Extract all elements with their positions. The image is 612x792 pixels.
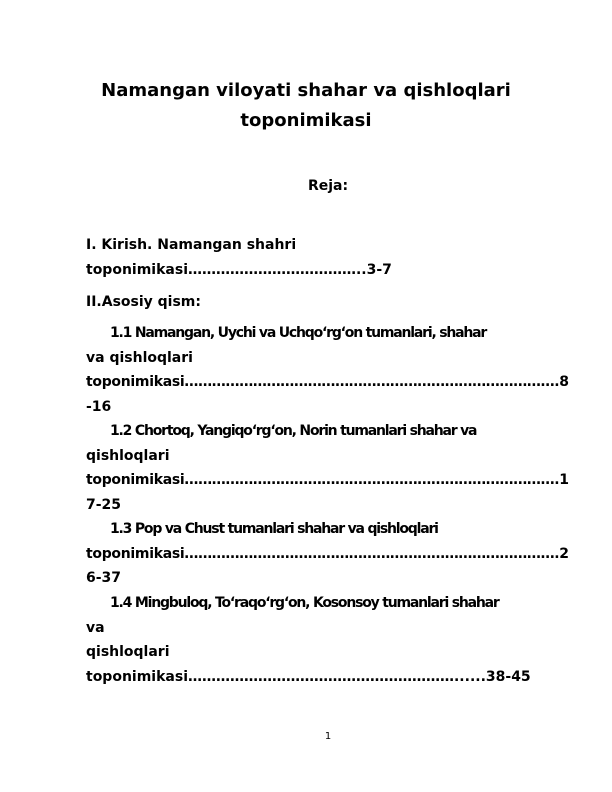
toc-entry-1-2 (86, 419, 568, 517)
toc-entry-1-4 (86, 591, 568, 689)
toc-line: 6-37 (86, 570, 122, 586)
toc-line: toponimikasi…………………………………………………......38-45 (86, 668, 531, 685)
toc-line: va qishloqlari (86, 349, 193, 366)
toc-line: toponimikasi……………………………………………………………………….8 (86, 374, 569, 390)
toc-line: 1.1 Namangan, Uychi va Uchqo‘rg‘on tumanlari, shahar (110, 325, 487, 341)
toc-line: 1.3 Pop va Chust tumanlari shahar va qishloqlari (110, 521, 438, 537)
toc-line: I. Kirish. Namangan shahri (86, 237, 297, 253)
toc-line: toponimikasi……………………………………………………………………….1 (86, 472, 569, 488)
toc-entry-1-1 (86, 321, 568, 419)
toc-line: va (86, 619, 105, 636)
toc-line: toponimikasi……………………………………………………………………….2 (86, 545, 569, 562)
document-title (0, 76, 612, 136)
page-number: 1 (324, 731, 332, 742)
toc-entry-1-3 (86, 517, 568, 591)
toc-line: qishloqlari (86, 447, 170, 464)
title-line: Namangan viloyati shahar va qishloqlari (101, 80, 511, 101)
toc-line: 1.4 Mingbuloq, To‘raqo‘rg‘on, Kosonsoy tumanlari shahar (110, 595, 499, 611)
toc-line: toponimikasi………………………………..3-7 (86, 261, 392, 278)
toc-line: 7-25 (86, 496, 122, 513)
toc-entry-main-part (86, 290, 568, 315)
toc-line: II.Asosiy qism: (86, 294, 201, 310)
plan-heading: Reja: (307, 178, 349, 194)
toc-line: -16 (86, 398, 112, 415)
toc-line: qishloqlari (86, 644, 170, 660)
toc-line: 1.2 Chortoq, Yangiqo‘rg‘on, Norin tumanlari shahar va (110, 423, 477, 439)
toc-entry-intro (86, 233, 568, 282)
title-line: toponimikasi (240, 110, 372, 131)
